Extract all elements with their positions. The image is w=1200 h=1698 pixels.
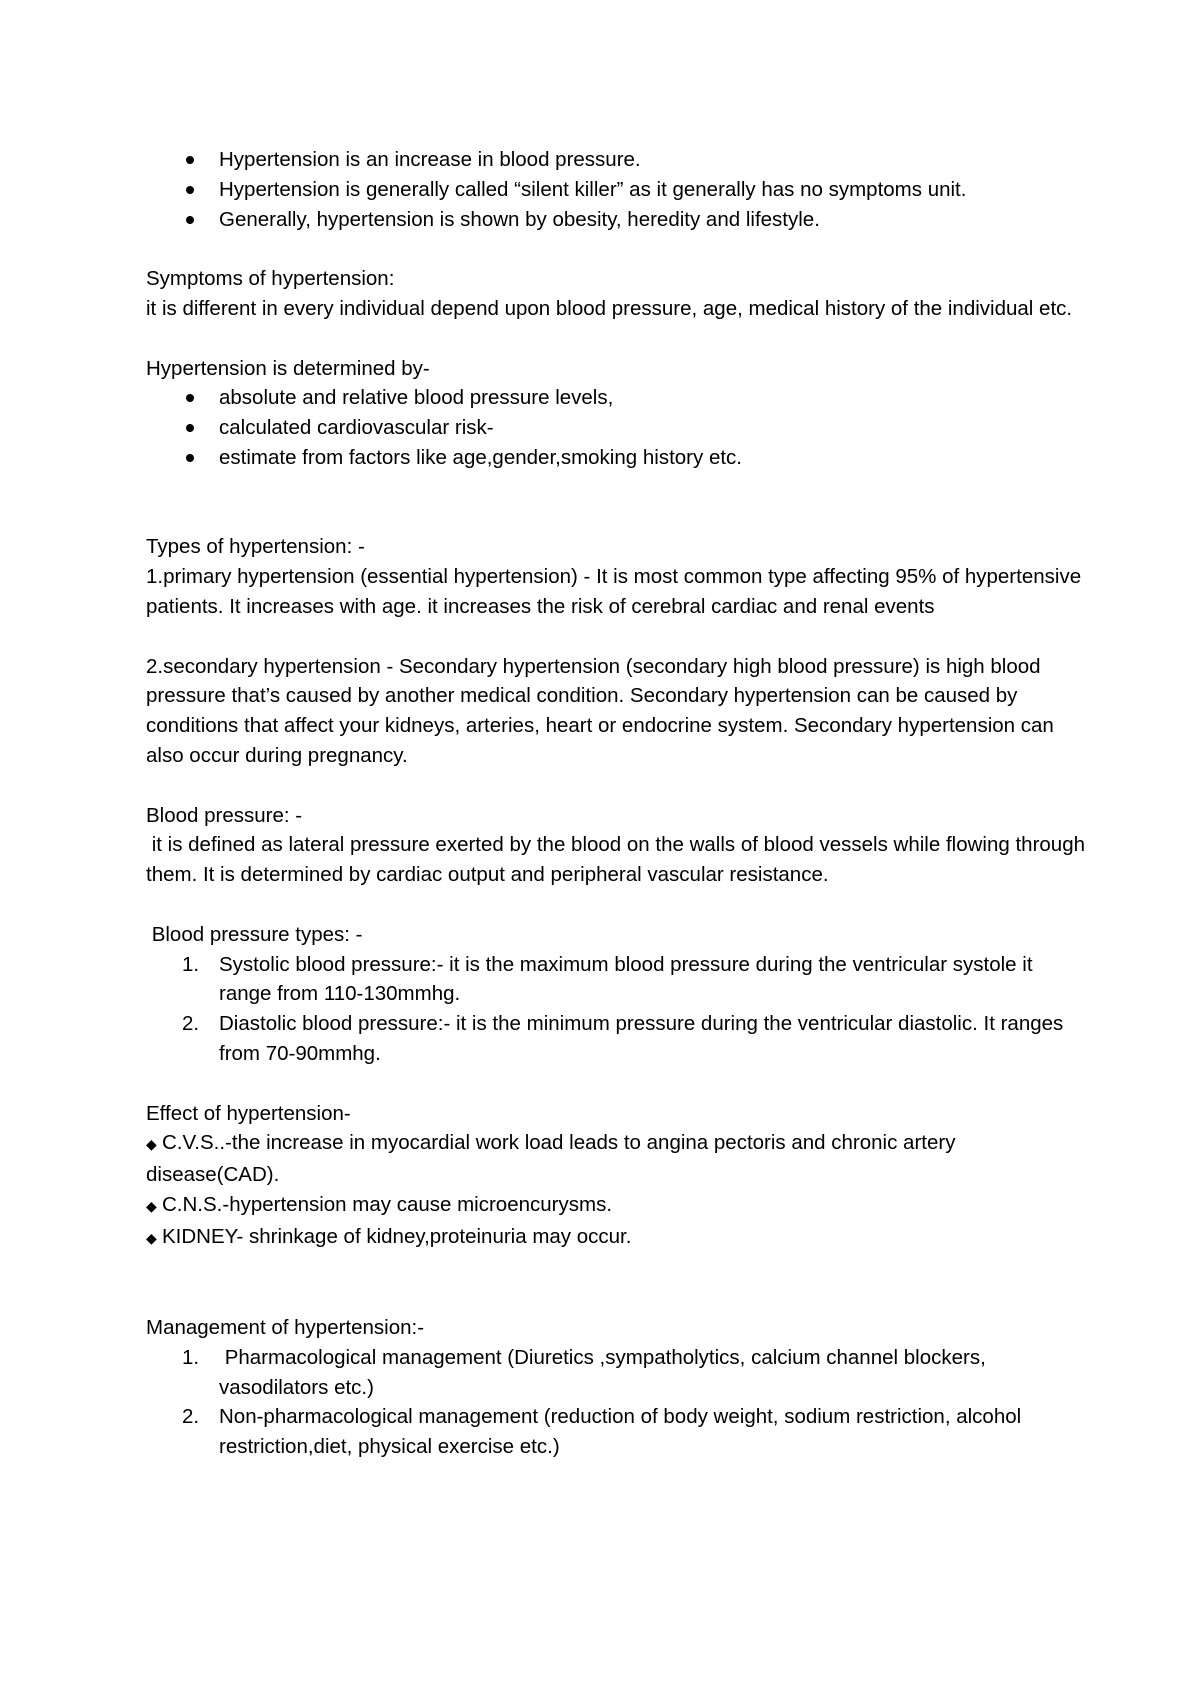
management-list [146, 1343, 1086, 1462]
list-item-text: Systolic blood pressure:- it is the maximum blood pressure during the ventricular systole it range from 110-130mmhg. [219, 952, 1033, 1006]
diamond-bullet-icon: ◆ [146, 1197, 157, 1214]
bp-types-heading: Blood pressure types: - [146, 922, 363, 946]
list-item: Generally, hypertension is shown by obesity, heredity and lifestyle. [146, 205, 1086, 235]
list-item: calculated cardiovascular risk- [146, 413, 1086, 443]
secondary-hypertension-paragraph: 2.secondary hypertension - Secondary hypertension (secondary high blood pressure) is high blood pressure that’s caused by another medical condition. Secondary hypertension can be caused by conditions that affect your kidneys, arteries, heart or endocrine system. Secondary hypertension can also occur during pregnancy. [146, 654, 1054, 767]
effects-heading: Effect of hypertension- [146, 1101, 351, 1125]
list-item [146, 1402, 1086, 1462]
effect-item-text: KIDNEY- shrinkage of kidney,proteinuria may occur. [162, 1224, 632, 1248]
list-number: 2. [182, 1012, 200, 1036]
determined-bullet-list [146, 383, 1086, 472]
list-item-text: Pharmacological management (Diuretics ,sympatholytics, calcium channel blockers, vasodilators etc.) [219, 1345, 992, 1399]
list-item [146, 1343, 1086, 1403]
list-item: Hypertension is an increase in blood pressure. [146, 145, 1086, 175]
diamond-bullet-icon: ◆ [146, 1229, 157, 1246]
list-number: 1. [182, 952, 200, 976]
blood-pressure-heading: Blood pressure: - [146, 803, 303, 827]
effect-item-text: C.N.S.-hypertension may cause microencurysms. [162, 1192, 613, 1216]
document-body [146, 145, 1091, 1462]
list-item-text: Non-pharmacological management (reduction of body weight, sodium restriction, alcohol restriction,diet, physical exercise etc.) [219, 1405, 1022, 1459]
blood-pressure-text: it is defined as lateral pressure exerted by the blood on the walls of blood vessels while flowing through them. It is determined by cardiac output and peripheral vascular resistance. [146, 833, 1091, 887]
primary-hypertension-paragraph: 1.primary hypertension (essential hypertension) - It is most common type affecting 95% of hypertensive patients. It increases with age. it increases the risk of cerebral cardiac and renal events [146, 565, 1082, 618]
list-item: estimate from factors like age,gender,smoking history etc. [146, 443, 1086, 473]
list-item [146, 1009, 1086, 1069]
effect-item [146, 1128, 1086, 1190]
list-item: absolute and relative blood pressure levels, [146, 383, 1086, 413]
determined-heading: Hypertension is determined by- [146, 356, 430, 380]
list-item [146, 950, 1086, 1010]
effect-item [146, 1190, 1086, 1222]
management-heading: Management of hypertension:- [146, 1316, 425, 1340]
types-heading: Types of hypertension: - [146, 535, 365, 559]
effect-item-text: C.V.S..-the increase in myocardial work load leads to angina pectoris and chronic artery disease(CAD). [146, 1131, 956, 1187]
effect-item [146, 1222, 1086, 1254]
diamond-bullet-icon: ◆ [146, 1136, 157, 1153]
list-number: 2. [182, 1405, 200, 1429]
list-item-text: Diastolic blood pressure:- it is the minimum pressure during the ventricular diastolic. It ranges from 70-90mmhg. [219, 1012, 1064, 1065]
symptoms-heading: Symptoms of hypertension: [146, 267, 395, 291]
list-item: Hypertension is generally called “silent killer” as it generally has no symptoms unit. [146, 175, 1086, 205]
symptoms-text: it is different in every individual depend upon blood pressure, age, medical history of the individual etc. [146, 296, 1073, 320]
intro-bullet-list [146, 145, 1086, 234]
bp-types-list [146, 950, 1086, 1069]
list-number: 1. [182, 1345, 200, 1369]
